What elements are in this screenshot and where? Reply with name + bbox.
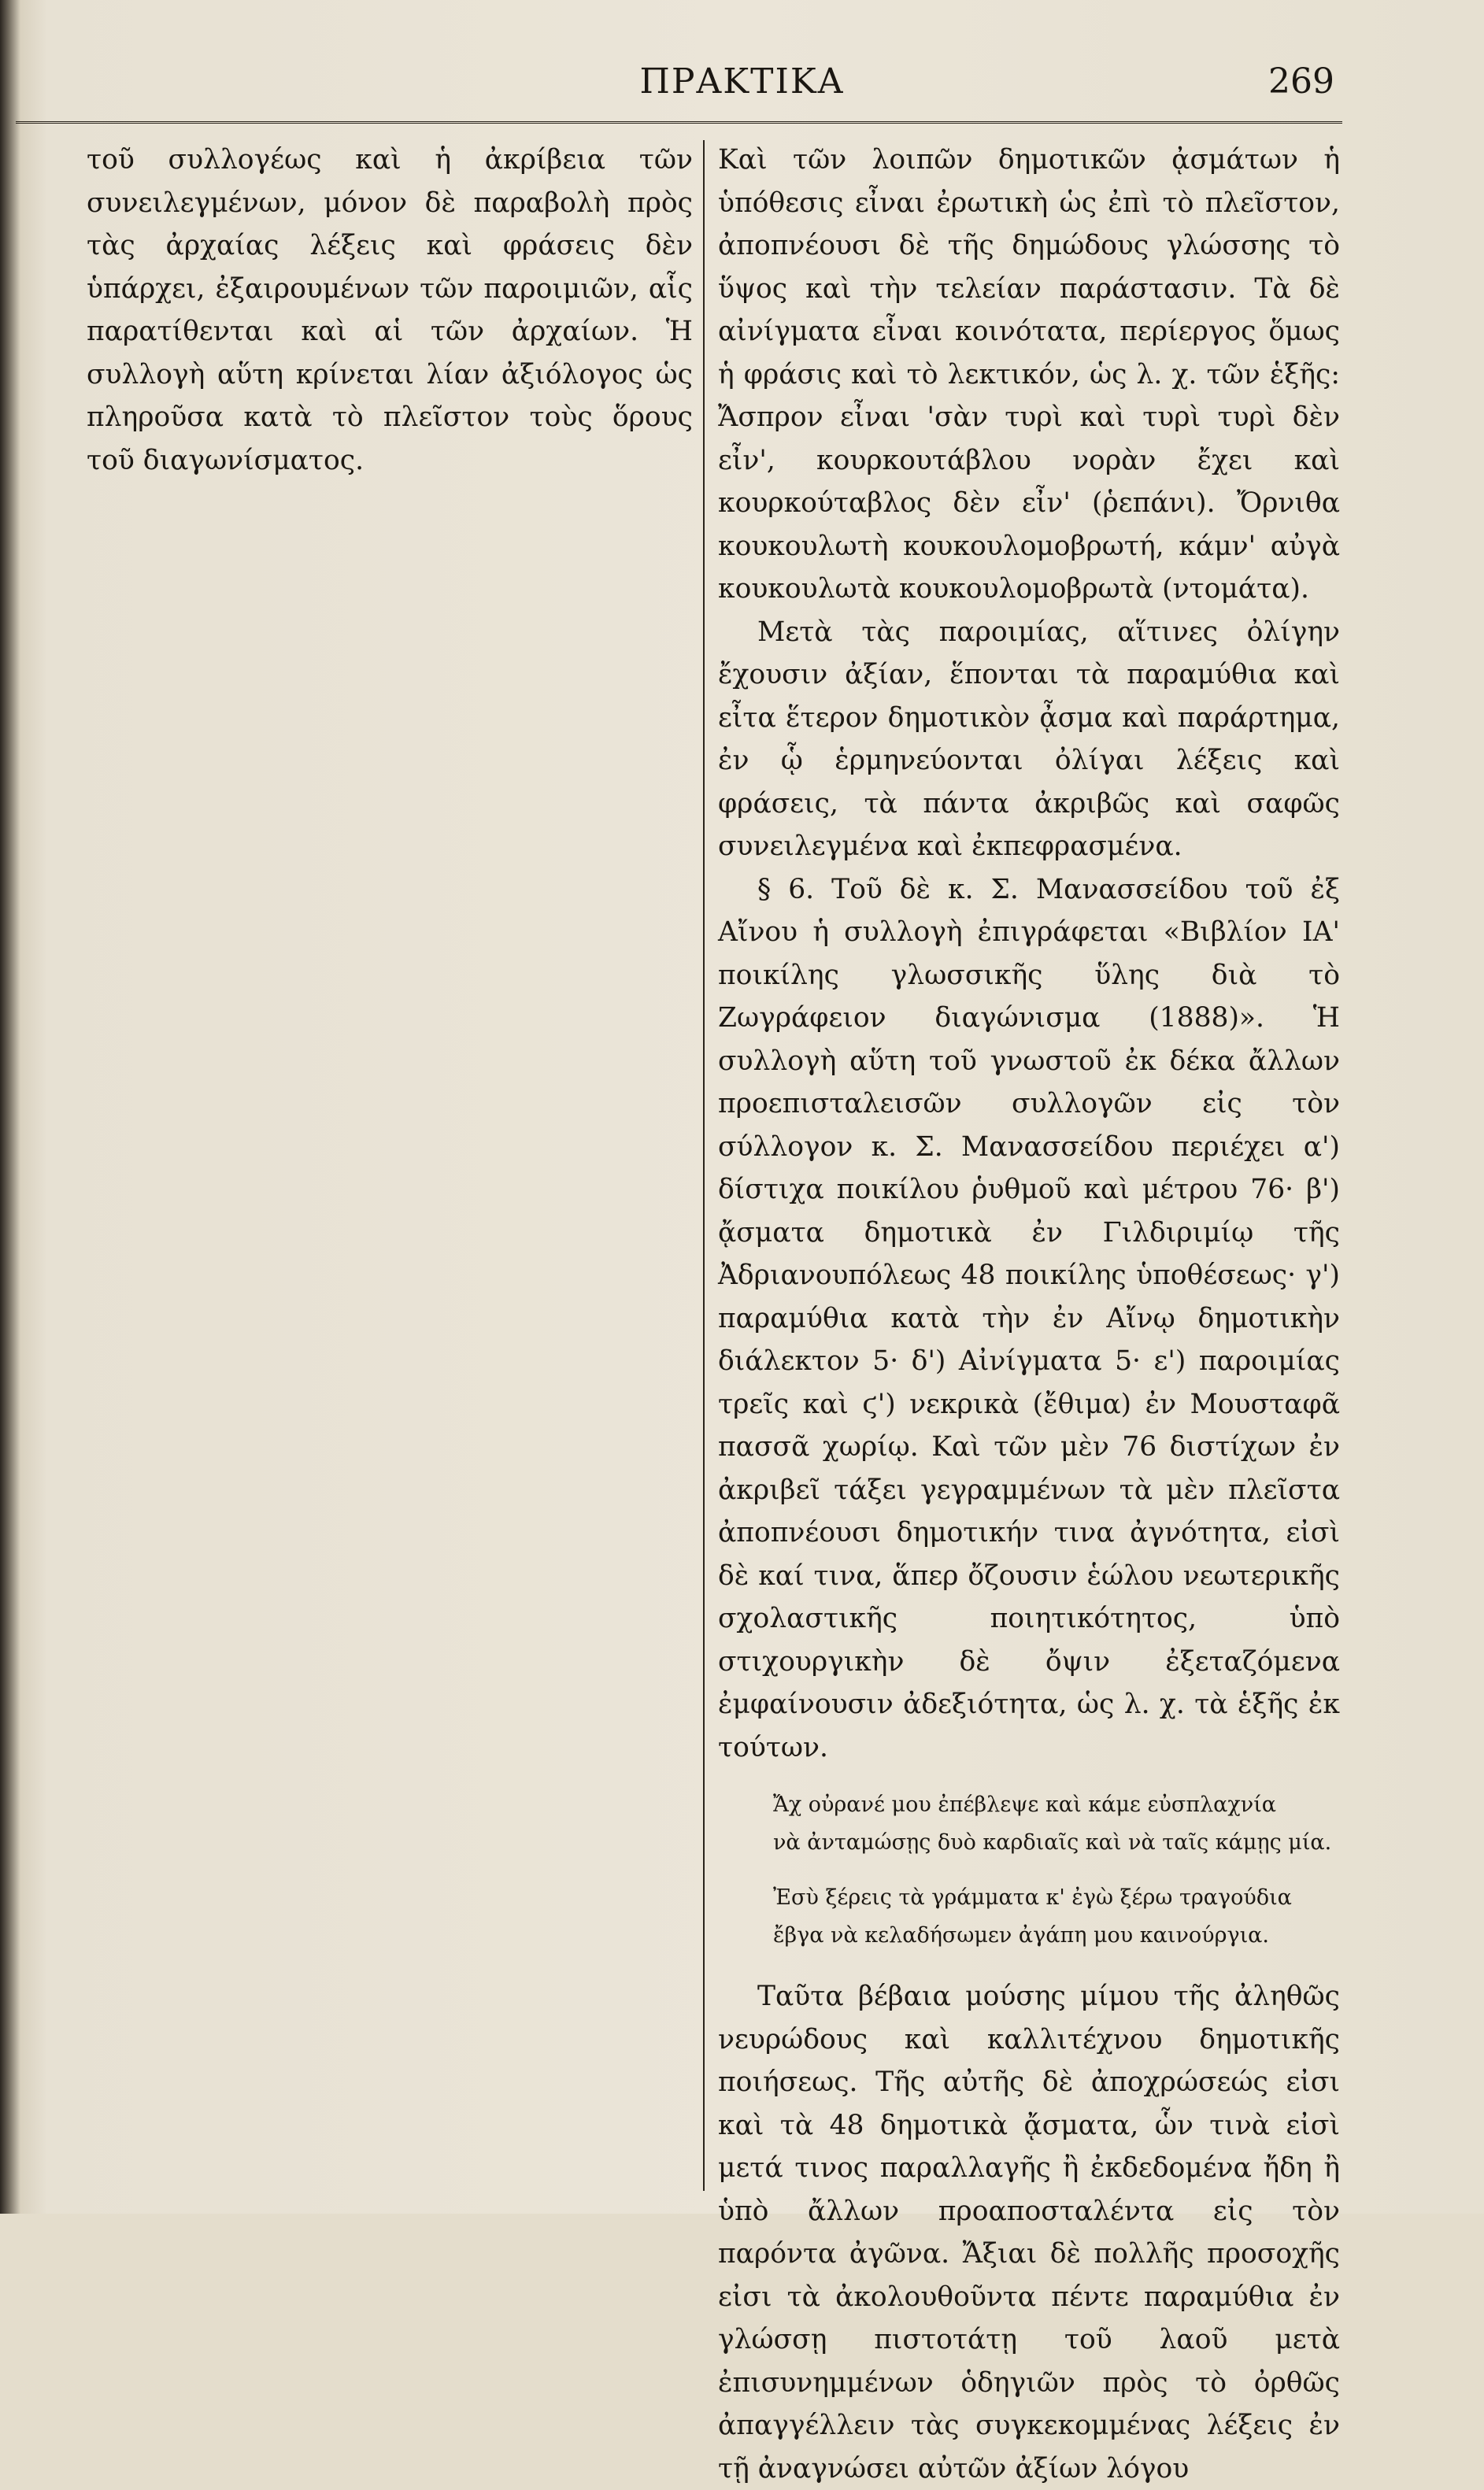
- verse-quotations: [718, 1786, 1340, 1955]
- left-column: [87, 139, 693, 2193]
- header-rule: [16, 121, 1342, 124]
- page-number: 269: [1268, 61, 1334, 102]
- verse-line: Ἐσὺ ξέρεις τὰ γράμματα κ' ἐγὼ ξέρω τραγούδια: [773, 1885, 1292, 1910]
- verse-line: Ἄχ οὐρανέ μου ἐπέβλεψε καὶ κάμε εὐσπλαχνία: [773, 1793, 1277, 1817]
- left-paragraph: τοῦ συλλογέως καὶ ἡ ἀκρίβεια τῶν συνειλεγμένων, μόνον δὲ παραβολὴ πρὸς τὰς ἀρχαίας λέξεις καὶ φράσεις δὲν ὑπάρχει, ἐξαιρουμένων τῶν παροιμιῶν, αἷς παρατίθενται καὶ αἱ τῶν ἀρχαίων. Ἡ συλλογὴ αὕτη κρίνεται λίαν ἀξιόλογος ὡς πληροῦσα κατὰ τὸ πλεῖστον τοὺς ὅρους τοῦ διαγωνίσματος.: [87, 144, 693, 476]
- right-paragraph-section-6: § 6. Τοῦ δὲ κ. Σ. Μανασσείδου τοῦ ἐξ Αἴνου ἡ συλλογὴ ἐπιγράφεται «Βιβλίον ΙΑ' ποικίλης γλωσσικῆς ὕλης διὰ τὸ Ζωγράφειον διαγώνισμα (1888)». Ἡ συλλογὴ αὕτη τοῦ γνωστοῦ ἐκ δέκα ἄλλων προεπισταλεισῶν συλλογῶν εἰς τὸν σύλλογον κ. Σ. Μανασσείδου περιέχει α') δίστιχα ποικίλου ῥυθμοῦ καὶ μέτρου 76· β') ᾄσματα δημοτικὰ ἐν Γιλδιριμίῳ τῆς Ἀδριανουπόλεως 48 ποικίλης ὑποθέσεως· γ') παραμύθια κατὰ τὴν ἐν Αἴνῳ δημοτικὴν διάλεκτον 5· δ') Αἰνίγματα 5· ε') παροιμίας τρεῖς καὶ ϛ') νεκρικὰ (ἔθιμα) ἐν Μουσταφᾶ πασσᾶ χωρίῳ. Καὶ τῶν μὲν 76 διστίχων ἐν ἀκριβεῖ τάξει γεγραμμένων τὰ μὲν πλεῖστα ἀποπνέουσι δημοτικήν τινα ἀγνότητα, εἰσὶ δὲ καί τινα, ἅπερ ὄζουσιν ἑώλου νεωτερικῆς σχολαστικῆς ποιητικότητος, ὑπὸ στιχουργικὴν δὲ ὄψιν ἐξεταζόμενα ἐμφαίνουσιν ἀδεξιότητα, ὡς λ. χ. τὰ ἑξῆς ἐκ τούτων.: [718, 873, 1340, 1763]
- running-title: ΠΡΑΚΤΙΚΑ: [639, 61, 845, 102]
- right-paragraph-riddles: Καὶ τῶν λοιπῶν δημοτικῶν ᾀσμάτων ἡ ὑπόθεσις εἶναι ἐρωτικὴ ὡς ἐπὶ τὸ πλεῖστον, ἀποπνέουσι δὲ τῆς δημώδους γλώσσης τὸ ὕψος καὶ τὴν τελείαν παράστασιν. Τὰ δὲ αἰνίγματα εἶναι κοινότατα, περίεργος ὅμως ἡ φράσις καὶ τὸ λεκτικόν, ὡς λ. χ. τῶν ἑξῆς: Ἄσπρον εἶναι 'σὰν τυρὶ καὶ τυρὶ τυρὶ δὲν εἶν', κουρκουτάβλου νορὰν ἔχει καὶ κουρκούταβλος δὲν εἶν' (ῥεπάνι). Ὄρνιθα κουκουλωτὴ κουκουλομοβρωτή, κάμν' αὐγὰ κουκουλωτὰ κουκουλομοβρωτὰ (ντομάτα).: [718, 144, 1340, 605]
- page-header: [0, 61, 1484, 124]
- column-divider: [703, 140, 705, 2191]
- verse-pair: [773, 1879, 1340, 1955]
- right-column: [718, 139, 1340, 2484]
- right-paragraph-closing: Ταῦτα βέβαια μούσης μίμου τῆς ἀληθῶς νευρώδους καὶ καλλιτέχνου δημοτικῆς ποιήσεως. Τῆς αὐτῆς δὲ ἀποχρώσεώς εἰσι καὶ τὰ 48 δημοτικὰ ᾄσματα, ὧν τινὰ εἰσὶ μετά τινος παραλλαγῆς ἢ ἐκδεδομένα ἤδη ἢ ὑπὸ ἄλλων προαποσταλέντα εἰς τὸν παρόντα ἀγῶνα. Ἄξιαι δὲ πολλῆς προσοχῆς εἰσι τὰ ἀκολουθοῦντα πέντε παραμύθια ἐν γλώσσῃ πιστοτάτῃ τοῦ λαοῦ μετὰ ἐπισυνημμένων ὁδηγιῶν πρὸς τὸ ὀρθῶς ἀπαγγέλλειν τὰς συγκεκομμένας λέξεις ἐν τῇ ἀναγνώσει αὐτῶν ἀξίων λόγου: [718, 1981, 1340, 2484]
- verse-line: ἔβγα νὰ κελαδήσωμεν ἀγάπη μου καινούργια.: [773, 1923, 1269, 1948]
- verse-pair: [773, 1786, 1340, 1862]
- right-paragraph-proverbs: Μετὰ τὰς παροιμίας, αἵτινες ὀλίγην ἔχουσιν ἀξίαν, ἕπονται τὰ παραμύθια καὶ εἶτα ἕτερον δημοτικὸν ᾆσμα καὶ παράρτημα, ἐν ᾧ ἑρμηνεύονται ὀλίγαι λέξεις καὶ φράσεις, τὰ πάντα ἀκριβῶς καὶ σαφῶς συνειλεγμένα καὶ ἐκπεφρασμένα.: [718, 616, 1340, 862]
- verse-line: νὰ ἀνταμώσῃς δυὸ καρδιαῖς καὶ νὰ ταῖς κάμῃς μία.: [773, 1830, 1332, 1855]
